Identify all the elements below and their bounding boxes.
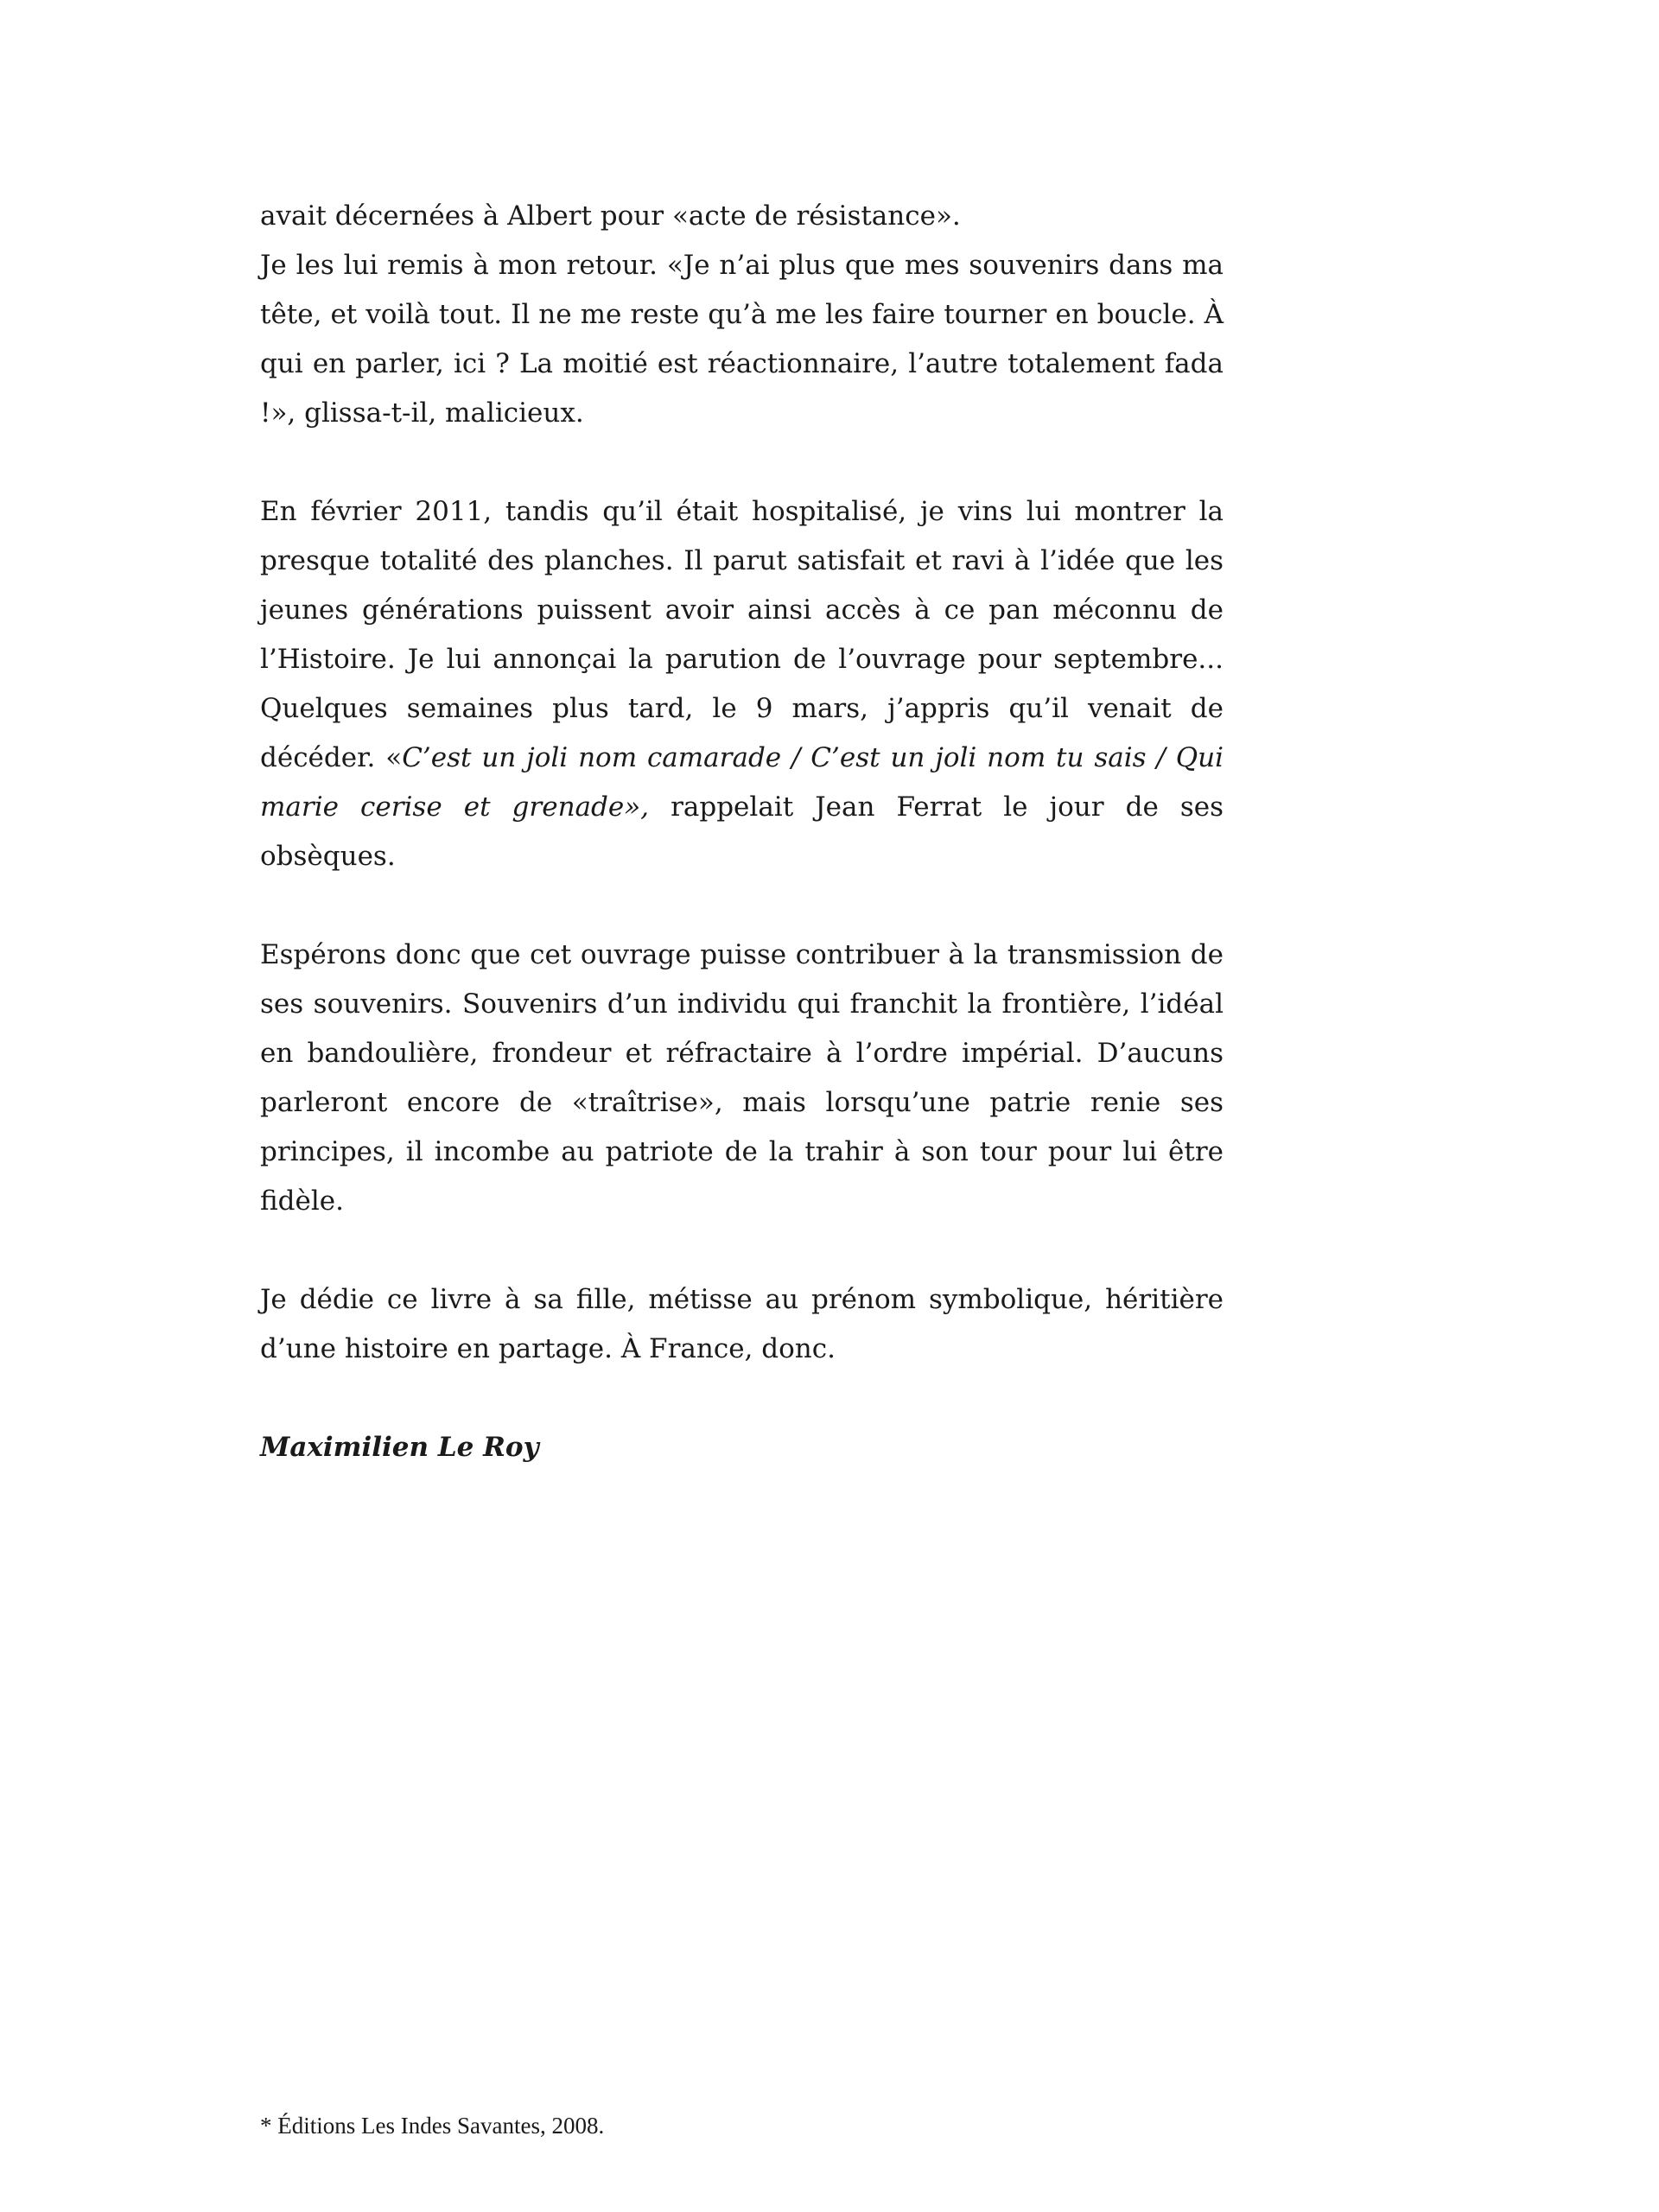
paragraph-souvenirs: Je les lui remis à mon retour. «Je n’ai plus que mes souvenirs dans ma tête, et voilà tout. Il ne me reste qu’à me les faire tourner en boucle. À qui en parler, ici ? La moitié est réactionnaire, l’autre totalement fada !», glissa-t-il, malicieux. <box>260 250 1224 429</box>
paragraph-gap <box>260 881 1224 931</box>
paragraph-fevrier <box>260 487 1224 881</box>
footnote: * Éditions Les Indes Savantes, 2008. <box>260 2113 605 2139</box>
paragraph-gap <box>260 1226 1224 1275</box>
paragraph-fevrier-text: En février 2011, tandis qu’il était hospitalisé, je vins lui montrer la presque totalité des planches. Il parut satisfait et ravi à l’idée que les jeunes générations puissent avoir ainsi accès à ce pan méconnu de l’Histoire. Je lui annonçai la parution de l’ouvrage pour septembre... Quelques semaines plus tard, le 9 mars, j’appris qu’il venait de décéder. « <box>260 496 1224 773</box>
paragraph-fevrier-end: rappelait Jean Ferrat le jour de ses obsèques. <box>260 791 1224 872</box>
paragraph-dedicace: Je dédie ce livre à sa fille, métisse au prénom symbolique, héritière d’une histoire en partage. À France, donc. <box>260 1284 1224 1364</box>
paragraph-continuation: avait décernées à Albert pour «acte de résistance». <box>260 200 961 232</box>
paragraph-gap <box>260 1374 1224 1423</box>
ferrat-quote: C’est un joli nom camarade / C’est un joli nom tu sais / Qui marie cerise et grenade», <box>260 742 1224 823</box>
body-text <box>260 192 1224 1472</box>
paragraph-gap <box>260 438 1224 487</box>
author-signature: Maximilien Le Roy <box>260 1432 539 1463</box>
paragraph-esperons: Espérons donc que cet ouvrage puisse contribuer à la transmission de ses souvenirs. Souvenirs d’un individu qui franchit la frontière, l’idéal en bandoulière, frondeur et réfractaire à l’ordre impérial. D’aucuns parleront encore de «traîtrise», mais lorsqu’une patrie renie ses principes, il incombe au patriote de la trahir à son tour pour lui être fidèle. <box>260 939 1224 1217</box>
